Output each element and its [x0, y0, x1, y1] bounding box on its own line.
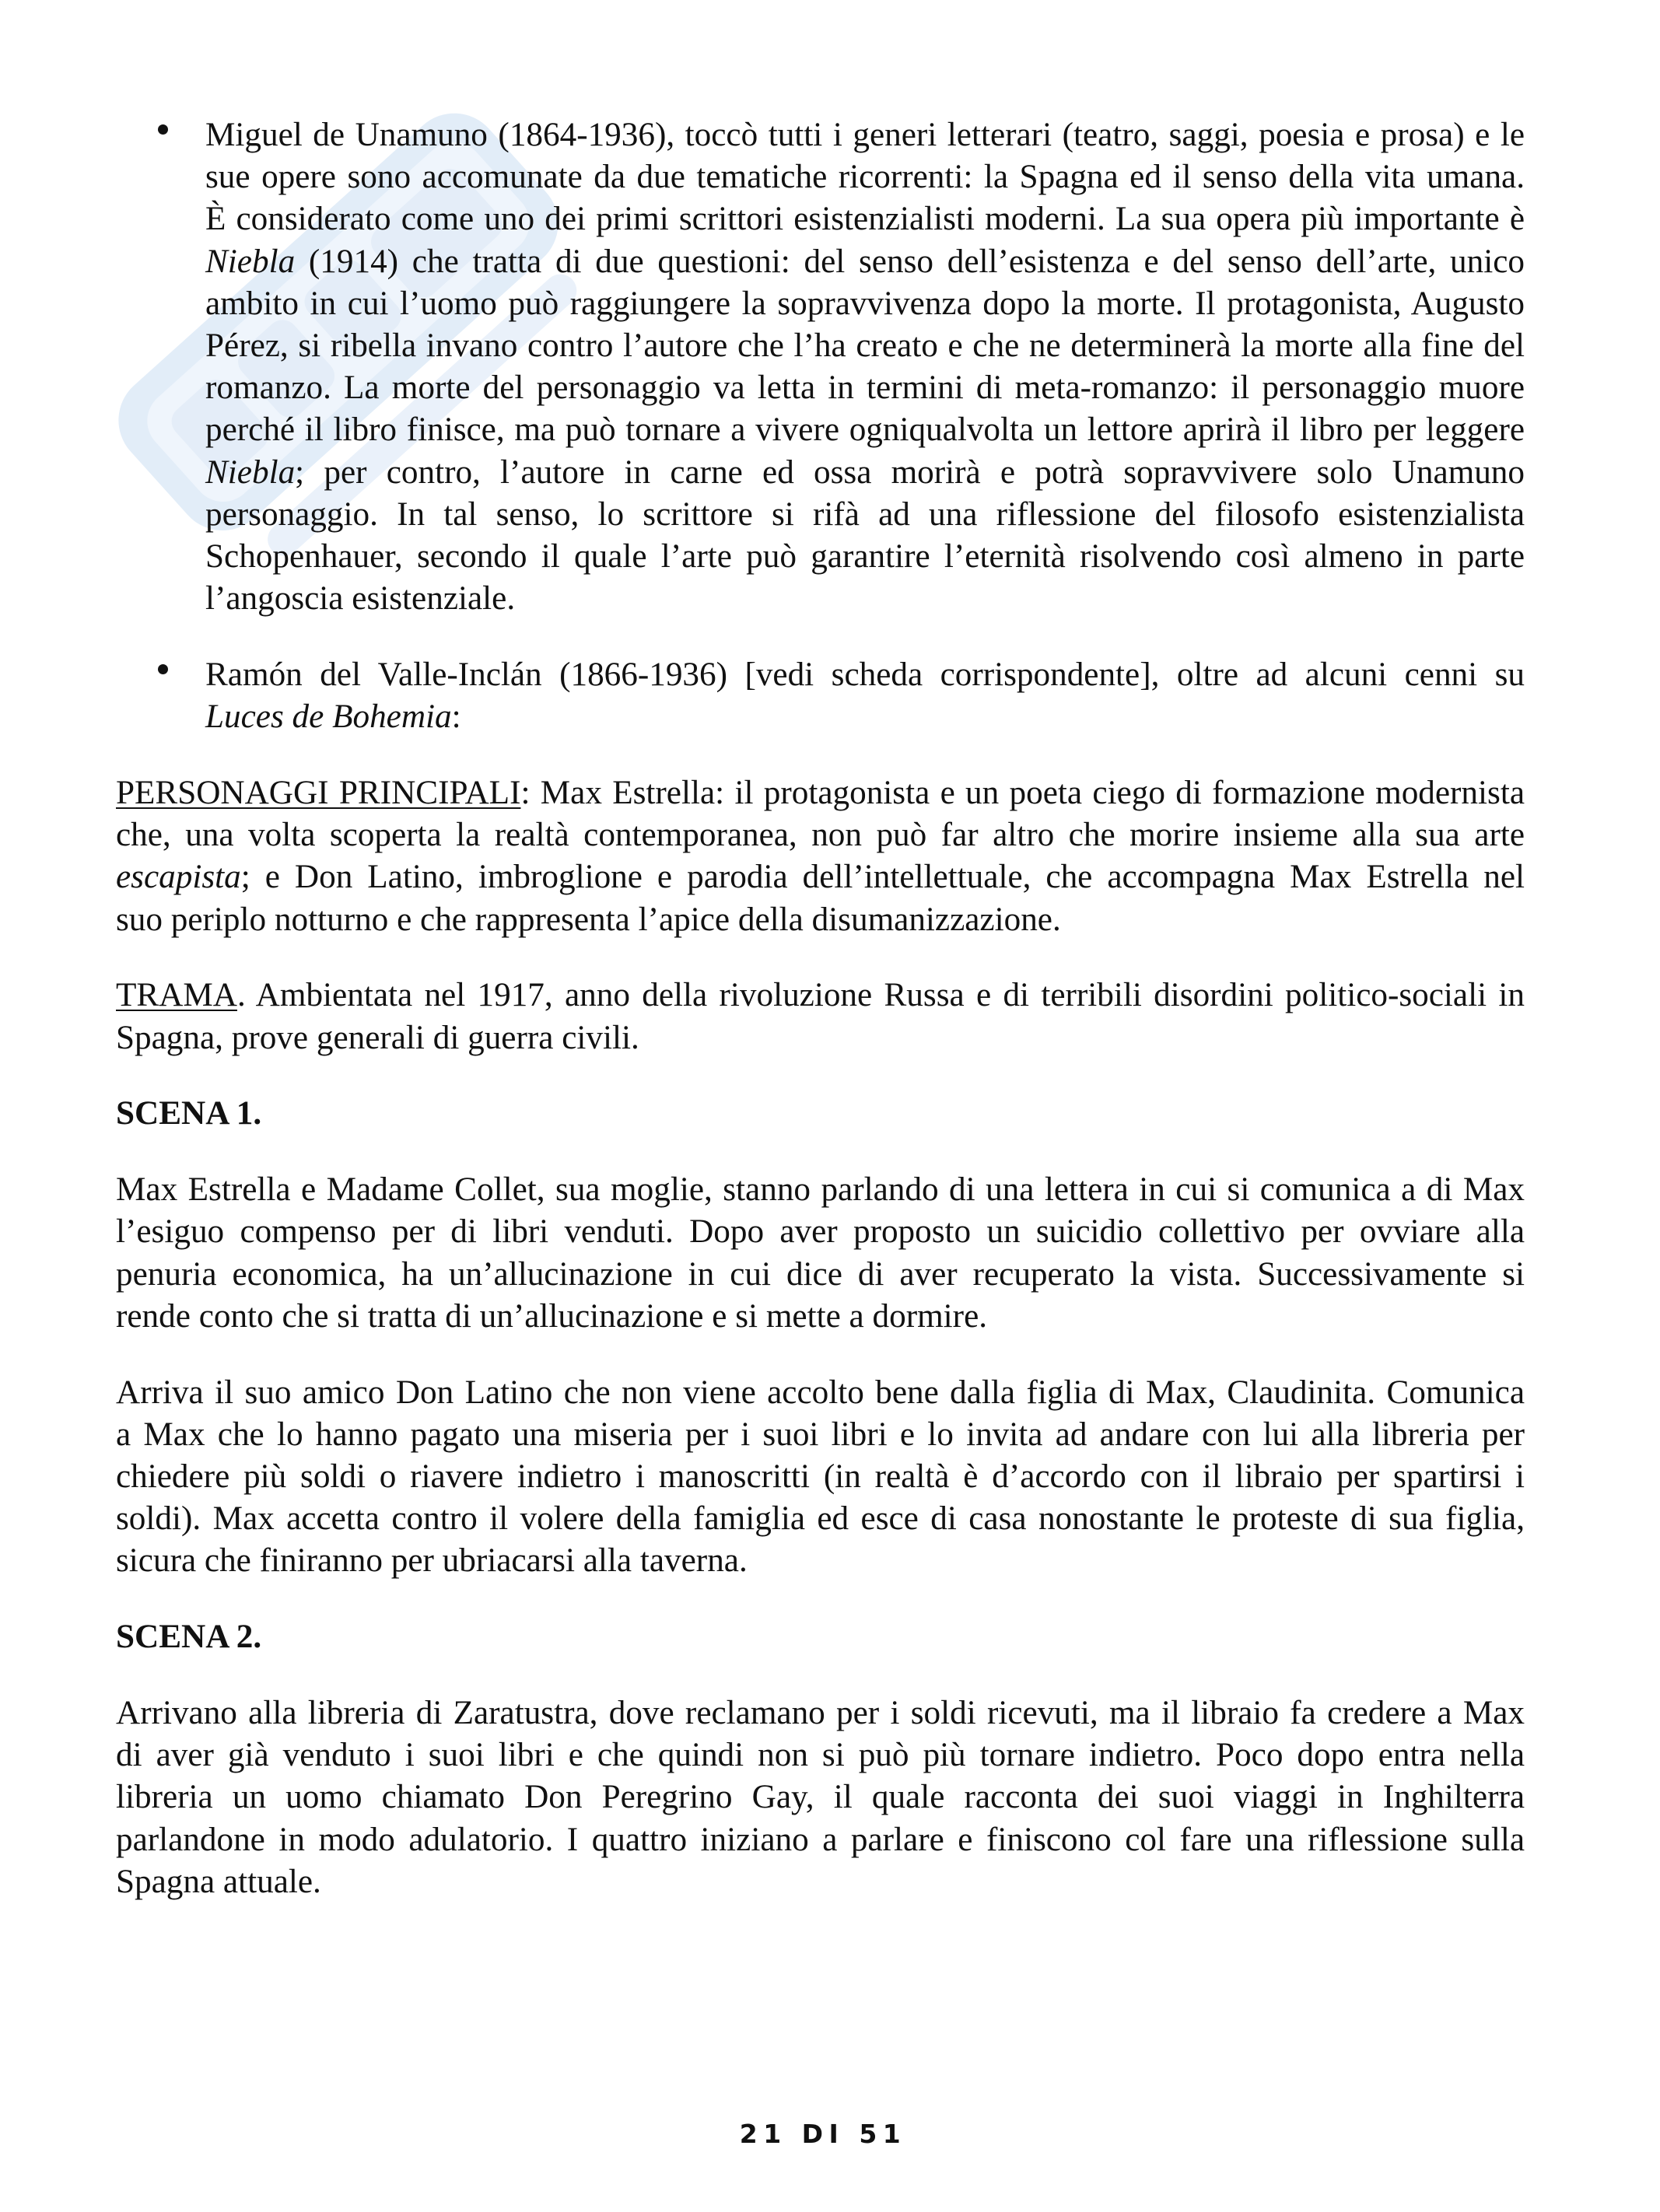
text-line: [116, 856, 1525, 898]
section-label: PERSONAGGI PRINCIPALI: [116, 775, 521, 812]
work-title: Niebla: [205, 453, 296, 491]
line-text: ; e Don Latino, imbroglione e parodia dell’intellettuale, che accompagna Max Estrella nel: [240, 859, 1525, 896]
page-number: 21 DI 51: [739, 2119, 907, 2149]
text-line: Arrivano alla libreria di Zaratustra, dove reclamano per i soldi ricevuti, ma il libraio fa credere a Max: [116, 1695, 1525, 1732]
text-line: parlandone in modo adulatorio. I quattro iniziano a parlare e finiscono col fare una riflessione sulla: [116, 1821, 1525, 1858]
text-line: l’esiguo compenso per di libri venduti. Dopo aver proposto un suicidio collettivo per ovviare alla: [116, 1213, 1525, 1251]
trama-paragraph: [116, 975, 1525, 1059]
text-line: ambito in cui l’uomo può raggiungere la sopravvivenza dopo la morte. Il protagonista, Augusto: [205, 285, 1525, 322]
emphasis-word: escapista: [116, 859, 241, 896]
text-line: perché il libro finisce, ma può tornare a vivere ogniqualvolta un lettore aprirà il libro per leggere: [205, 411, 1525, 449]
text-line: Spagna, prove generali di guerra civili.: [116, 1019, 639, 1056]
personaggi-paragraph: [116, 772, 1525, 941]
line-text: (1914) che tratta di due questioni: del senso dell’esistenza e del senso dell’arte, unico: [295, 243, 1525, 280]
text-line: a Max che lo hanno pagato una miseria per i suoi libri e lo invita ad andare con lui alla libreria per: [116, 1416, 1525, 1453]
text-line: l’angoscia esistenziale.: [205, 580, 516, 618]
text-line: sicura che finiranno per ubriacarsi alla taverna.: [116, 1542, 748, 1580]
text-line: È considerato come uno dei primi scrittori esistenzialisti moderni. La sua opera più importante è: [205, 201, 1525, 238]
text-line: libreria un uomo chiamato Don Peregrino Gay, il quale racconta dei suoi viaggi in Inghilterra: [116, 1779, 1525, 1816]
text-line: Arriva il suo amico Don Latino che non viene accolto bene dalla figlia di Max, Claudinita. Comunica: [116, 1374, 1525, 1411]
text-line: Spagna attuale.: [116, 1863, 321, 1900]
bullet-marker: [158, 664, 168, 674]
text-line: Max Estrella e Madame Collet, sua moglie, stanno parlando di una lettera in cui si comunica a di Max: [116, 1171, 1525, 1209]
text-line: [205, 452, 1525, 494]
text-line: chiedere più soldi o riavere indietro i manoscritti (in realtà è d’accordo con il libraio per spartirsi i: [116, 1458, 1525, 1496]
text-line: [205, 241, 1525, 283]
text-line: romanzo. La morte del personaggio va letta in termini di meta-romanzo: il personaggio muore: [205, 369, 1525, 407]
text-line: [116, 975, 1525, 1017]
bullet-marker: [158, 124, 168, 135]
scene-heading: [116, 1093, 1525, 1135]
line-text: :: [451, 698, 461, 736]
scene-paragraph: [116, 1169, 1525, 1338]
text-line: Pérez, si ribella invano contro l’autore che l’ha creato e che ne determinerà la morte alla fine del: [205, 327, 1525, 365]
bullet-item-valle-inclan: [205, 654, 1525, 738]
text-line: rende conto che si tratta di un’allucinazione e si mette a dormire.: [116, 1297, 988, 1335]
text-line: che, una volta scoperta la realtà contemporanea, non può far altro che morire insieme alla sua arte: [116, 817, 1525, 854]
work-title: Niebla: [205, 243, 296, 280]
text-line: soldi). Max accetta contro il volere della famiglia ed esce di casa nonostante le proteste di sua figlia,: [116, 1500, 1525, 1538]
section-label: TRAMA: [116, 977, 237, 1014]
line-text: . Ambientata nel 1917, anno della rivoluzione Russa e di terribili disordini politico-sociali in: [236, 977, 1525, 1014]
scene-paragraph: [116, 1692, 1525, 1903]
text-line: [116, 772, 1525, 814]
text-line: Schopenhauer, secondo il quale l’arte può garantire l’eternità risolvendo così almeno in parte: [205, 538, 1525, 576]
text-line: Ramón del Valle-Inclán (1866-1936) [vedi scheda corrispondente], oltre ad alcuni cenni su: [205, 656, 1525, 694]
text-line: personaggio. In tal senso, lo scrittore si rifà ad una riflessione del filosofo esistenzialista: [205, 495, 1525, 533]
heading-text: SCENA 2.: [116, 1619, 262, 1656]
scene-paragraph: [116, 1372, 1525, 1583]
text-line: Miguel de Unamuno (1864-1936), toccò tutti i generi letterari (teatro, saggi, poesia e prosa) e le: [205, 117, 1525, 153]
page-content: [116, 114, 1525, 1937]
heading-text: SCENA 1.: [116, 1095, 262, 1132]
bullet-item-unamuno: [205, 114, 1525, 620]
text-line: penuria economica, ha un’allucinazione in cui dice di aver recuperato la vista. Successivamente si: [116, 1255, 1525, 1293]
text-line: [205, 696, 1525, 738]
line-text: ; per contro, l’autore in carne ed ossa morirà e potrà sopravvivere solo Unamuno: [295, 453, 1525, 491]
line-text: : Max Estrella: il protagonista e un poeta ciego di formazione modernista: [520, 775, 1525, 812]
text-line: di aver già venduto i suoi libri e che quindi non si può più tornare indietro. Poco dopo entra nella: [116, 1737, 1525, 1774]
work-title: Luces de Bohemia: [205, 698, 452, 736]
text-line: sue opere sono accomunate da due tematiche ricorrenti: la Spagna ed il senso della vita umana.: [205, 159, 1525, 196]
scene-heading: [116, 1616, 1525, 1658]
text-line: suo periplo notturno e che rappresenta l’apice della disumanizzazione.: [116, 901, 1061, 938]
